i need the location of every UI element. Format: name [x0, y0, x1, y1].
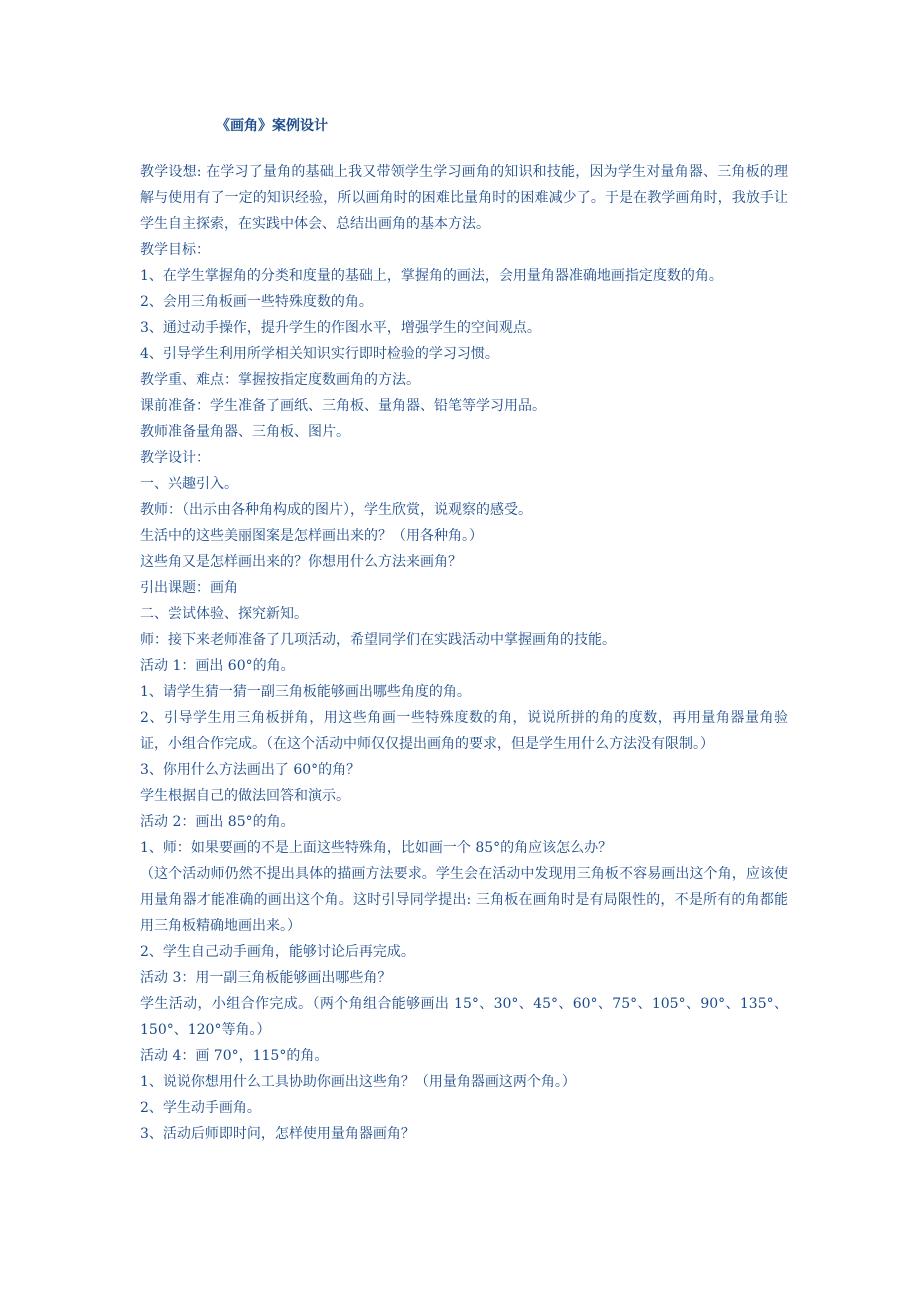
- goal-item-1: 1、在学生掌握角的分类和度量的基础上，掌握角的画法，会用量角器准确地画指定度数的角。: [140, 268, 723, 284]
- goal-item-2: 2、会用三角板画一些特殊度数的角。: [140, 294, 373, 310]
- activity-4-step-2: 2、学生动手画角。: [140, 1100, 261, 1116]
- activity-4-heading: 活动 4：画 70°，115°的角。: [140, 1048, 329, 1064]
- paragraph-topic: 引出课题：画角: [140, 580, 238, 596]
- paragraph-teacher-intro: 教师：（出示由各种角构成的图片），学生欣赏，说观察的感受。: [140, 502, 532, 518]
- activity-2-step-1: 1、师：如果要画的不是上面这些特殊角，比如画一个 85°的角应该怎么办？: [140, 840, 613, 856]
- activity-2-heading: 活动 2：画出 85°的角。: [140, 814, 295, 830]
- activity-1-step-1: 1、请学生猜一猜一副三角板能够画出哪些角度的角。: [140, 684, 471, 700]
- heading-teaching-goals: 教学目标：: [140, 242, 210, 258]
- section-heading-2: 二、尝试体验、探究新知。: [140, 606, 308, 622]
- paragraph-teacher-preparation: 教师准备量角器、三角板、图片。: [140, 424, 350, 440]
- activity-2-step-2: 2、学生自己动手画角，能够讨论后再完成。: [140, 944, 415, 960]
- paragraph-teacher-activities: 师：接下来老师准备了几项活动，希望同学们在实践活动中掌握画角的技能。: [140, 632, 616, 648]
- document-body: [140, 159, 788, 1147]
- activity-3-description: 学生活动，小组合作完成。（两个角组合能够画出 15°、30°、45°、60°、75°、105°、90°、135°、150°、120°等角。）: [140, 996, 788, 1038]
- activity-1-response: 学生根据自己的做法回答和演示。: [140, 788, 350, 804]
- paragraph-question-1: 生活中的这些美丽图案是怎样画出来的？（用各种角。）: [140, 528, 483, 544]
- activity-4-step-3: 3、活动后师即时问，怎样使用量角器画角？: [140, 1126, 415, 1142]
- activity-2-note: （这个活动师仍然不提出具体的描画方法要求。学生会在活动中发现用三角板不容易画出这个角，应该使用量角器才能准确的画出这个角。这时引导同学提出: 三角板在画角时是有局限性的，不是所有的角都能用三角板精确地画出来。）: [140, 866, 788, 934]
- activity-1-heading: 活动 1：画出 60°的角。: [140, 658, 295, 674]
- goal-item-3: 3、通过动手操作，提升学生的作图水平，增强学生的空间观点。: [140, 320, 541, 336]
- section-heading-1: 一、兴趣引入。: [140, 476, 238, 492]
- goal-item-4: 4、引导学生利用所学相关知识实行即时检验的学习习惯。: [140, 346, 499, 362]
- heading-teaching-design: 教学设计：: [140, 450, 210, 466]
- paragraph-question-2: 这些角又是怎样画出来的？你想用什么方法来画角？: [140, 554, 462, 570]
- activity-1-step-3: 3、你用什么方法画出了 60°的角？: [140, 762, 361, 778]
- paragraph-teaching-idea: 教学设想: 在学习了量角的基础上我又带领学生学习画角的知识和技能，因为学生对量角器、三角板的理解与使用有了一定的知识经验，所以画角时的困难比量角时的困难减少了。于是在教学画角时，我放手让学生自主探索，在实践中体会、总结出画角的基本方法。: [140, 164, 788, 232]
- document-title: 《画角》案例设计: [216, 118, 328, 134]
- activity-1-step-2: 2、引导学生用三角板拼角，用这些角画一些特殊度数的角，说说所拼的角的度数，再用量角器量角验证，小组合作完成。（在这个活动中师仅仅提出画角的要求，但是学生用什么方法没有限制。）: [140, 710, 788, 752]
- activity-3-heading: 活动 3：用一副三角板能够画出哪些角？: [140, 970, 392, 986]
- activity-4-step-1: 1、说说你想用什么工具协助你画出这些角？（用量角器画这两个角。）: [140, 1074, 576, 1090]
- paragraph-student-preparation: 课前准备：学生准备了画纸、三角板、量角器、铅笔等学习用品。: [140, 398, 546, 414]
- paragraph-key-points: 教学重、难点：掌握按指定度数画角的方法。: [140, 372, 420, 388]
